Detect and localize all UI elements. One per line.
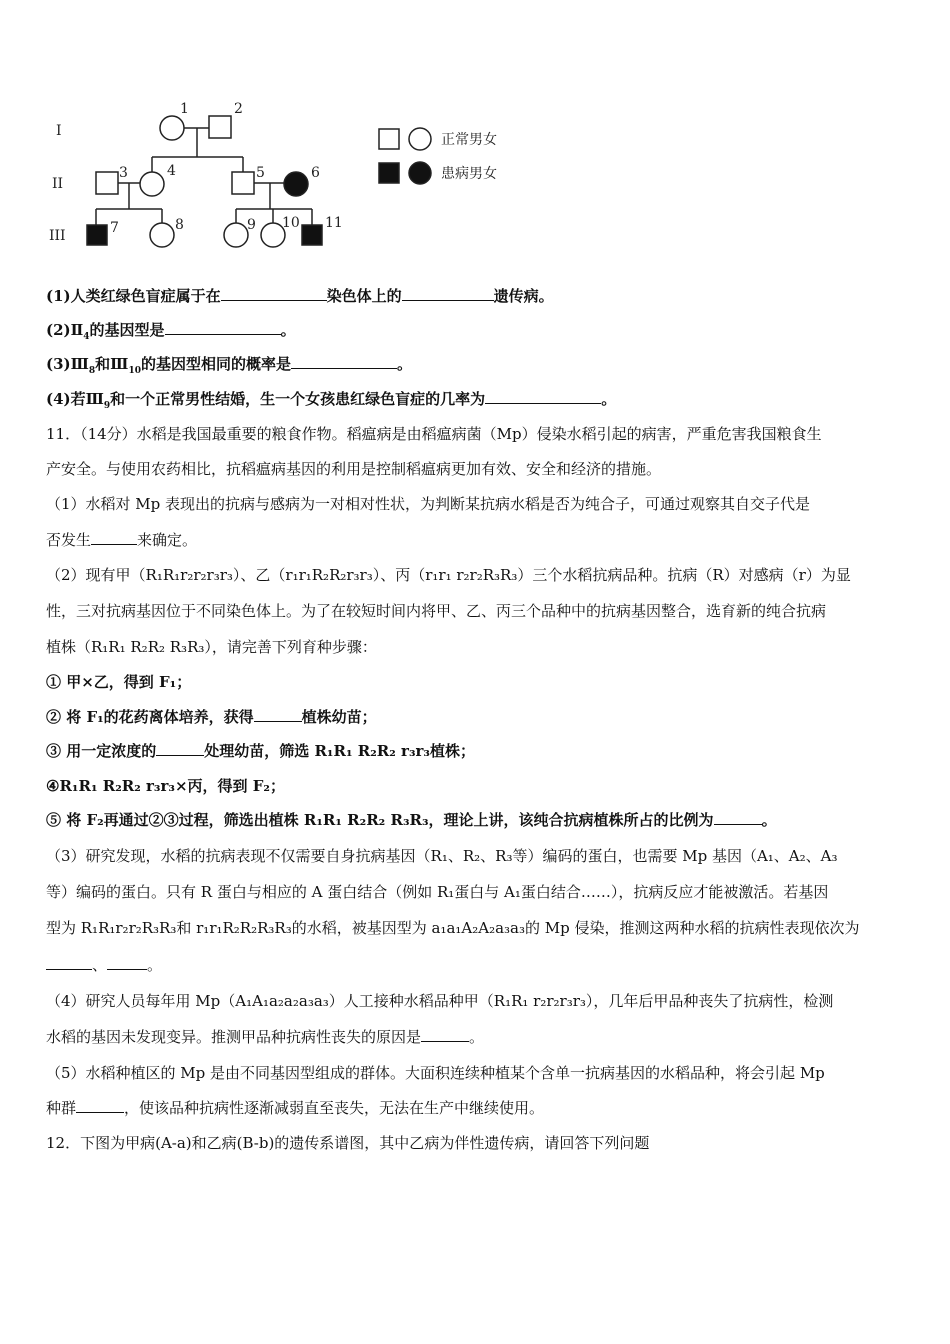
answer-blank[interactable] [291,354,397,369]
q11-part3-line4: 、 。 [46,955,162,975]
q11-part5-line2: 种群 ，使该品种抗病性逐渐减弱直至丧失，无法在生产中继续使用。 [46,1099,545,1117]
q11-part2-line3: 植株（R₁R₁ R₂R₂ R₃R₃），请完善下列育种步骤： [46,638,377,656]
label-2: 2 [234,101,243,117]
pedigree-chart [40,95,560,255]
answer-blank[interactable] [254,707,302,722]
legend-affected-label: 患病男女 [441,166,497,182]
individual-4 [140,172,164,196]
answer-blank[interactable] [76,1098,124,1113]
individual-8 [150,223,174,247]
legend-affected-female [409,162,431,184]
individual-5 [232,172,254,194]
answer-blank[interactable] [91,530,137,545]
answer-blank[interactable] [485,389,601,404]
label-6: 6 [311,165,320,181]
label-8: 8 [175,217,184,233]
q11-part1-line1: （1）水稻对 Mp 表现出的抗病与感病为一对相对性状，为判断某抗病水稻是否为纯合子，可通过观察其自交子代是 [46,495,811,513]
answer-blank[interactable] [714,810,762,825]
label-3: 3 [119,165,128,181]
q11-part3-line2: 等）编码的蛋白。只有 R 蛋白与相应的 A 蛋白结合（例如 R₁蛋白与 A₁蛋白结合……），抗病反应才能被激活。若基因 [46,883,829,901]
q11-step2: ② 将 F₁的花药离体培养，获得 植株幼苗； [46,708,377,726]
legend-normal-male [379,129,399,149]
q11-part3-line3: 型为 R₁R₁r₂r₂R₃R₃和 r₁r₁R₂R₂R₃R₃的水稻，被基因型为 a₁a₁A₂A₂a₃a₃的 Mp 侵染，推测这两种水稻的抗病性表现依次为 [46,919,860,937]
label-7: 7 [110,220,119,236]
q10-part4: (4)若$Ⅲ_9$和一个正常男性结婚，生一个女孩患红绿色盲症的几率为 。 [46,390,617,411]
label-4: 4 [167,163,176,179]
q11-intro-1: 11．（14分）水稻是我国最重要的粮食作物。稻瘟病是由稻瘟病菌（Mp）侵染水稻引起的病害，严重危害我国粮食生 [46,425,822,443]
q11-step5: ⑤ 将 F₂再通过②③过程，筛选出植株 R₁R₁ R₂R₂ R₃R₃，理论上讲，该纯合抗病植株所占的比例为 。 [46,811,777,829]
label-10: 10 [282,215,300,231]
gen-label-3: III [49,228,66,244]
individual-2 [209,116,231,138]
q11-step1: ① 甲×乙，得到 F₁； [46,673,192,691]
answer-blank[interactable] [165,320,281,335]
q11-step4: ④R₁R₁ R₂R₂ r₃r₃×丙，得到 F₂； [46,777,285,795]
legend-affected-male [379,163,399,183]
answer-blank[interactable] [402,286,494,301]
legend-normal-label: 正常男女 [441,132,497,148]
q11-part4-line2: 水稻的基因未发现变异。推测甲品种抗病性丧失的原因是 。 [46,1028,485,1046]
individual-7 [87,225,107,245]
label-11: 11 [325,215,343,231]
q10-part3: $(3)Ⅲ_8$和$Ⅲ_{10}$的基因型相同的概率是 。 [46,355,413,376]
q11-part2-line1: （2）现有甲（R₁R₁r₂r₂r₃r₃）、乙（r₁r₁R₂R₂r₃r₃）、丙（r₁r₁ r₂r₂R₃R₃）三个水稻抗病品种。抗病（R）对感病（r）为显 [46,566,851,584]
q11-part1-line2: 否发生 来确定。 [46,531,198,549]
q11-part5-line1: （5）水稻种植区的 Mp 是由不同基因型组成的群体。大面积连续种植某个含单一抗病基因的水稻品种，将会引起 Mp [46,1064,825,1082]
q11-part4-line1: （4）研究人员每年用 Mp（A₁A₁a₂a₂a₃a₃）人工接种水稻品种甲（R₁R₁ r₂r₂r₃r₃），几年后甲品种丧失了抗病性，检测 [46,992,834,1010]
q10-part2: $(2)Ⅱ_4$的基因型是 。 [46,321,296,342]
q10-part1: (1)人类红绿色盲症属于在 染色体上的 遗传病。 [46,287,554,305]
q11-step3: ③ 用一定浓度的 处理幼苗，筛选 R₁R₁ R₂R₂ r₃r₃植株； [46,742,475,760]
answer-blank[interactable] [421,1027,469,1042]
answer-blank[interactable] [46,955,92,970]
gen-label-1: I [56,123,62,139]
individual-6 [284,172,308,196]
answer-blank[interactable] [107,955,147,970]
legend-normal-female [409,128,431,150]
q12-text: 12．下图为甲病(A-a)和乙病(B-b)的遗传系谱图，其中乙病为伴性遗传病，请回答下列问题 [46,1134,650,1152]
individual-9 [224,223,248,247]
answer-blank[interactable] [221,286,327,301]
gen-label-2: II [52,176,64,192]
label-5: 5 [256,165,265,181]
q11-part3-line1: （3）研究发现，水稻的抗病表现不仅需要自身抗病基因（R₁、R₂、R₃等）编码的蛋白，也需要 Mp 基因（A₁、A₂、A₃ [46,847,838,865]
q11-intro-2: 产安全。与使用农药相比，抗稻瘟病基因的利用是控制稻瘟病更加有效、安全和经济的措施。 [46,460,662,478]
individual-3 [96,172,118,194]
individual-11 [302,225,322,245]
label-9: 9 [247,217,256,233]
answer-blank[interactable] [156,741,204,756]
individual-1 [160,116,184,140]
q11-part2-line2: 性，三对抗病基因位于不同染色体上。为了在较短时间内将甲、乙、丙三个品种中的抗病基因整合，选育新的纯合抗病 [46,602,827,620]
label-1: 1 [180,101,189,117]
